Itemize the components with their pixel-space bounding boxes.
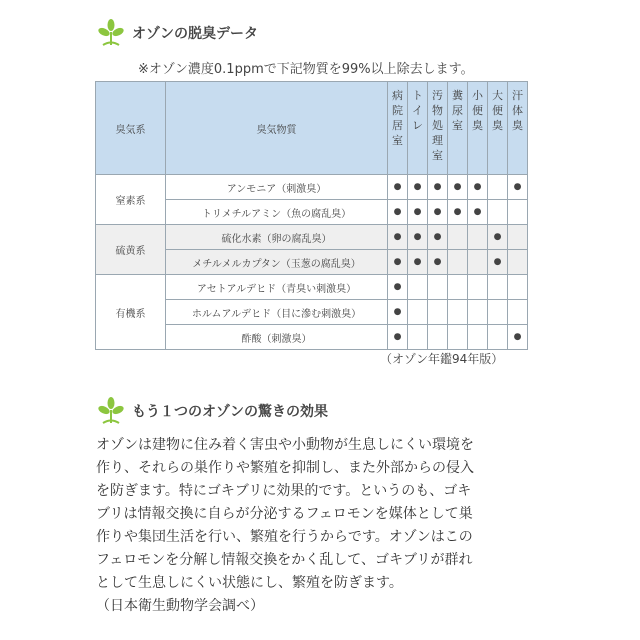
- effect-mark-cell: ●: [388, 175, 408, 200]
- effect-mark-cell: [488, 325, 508, 350]
- effect-mark-cell: [488, 200, 508, 225]
- odor-substance-cell: 硫化水素（卵の腐乱臭）: [166, 225, 388, 250]
- body-line: ブリは情報交換に自らが分泌するフェロモンを媒体として巣: [96, 506, 473, 522]
- effect-mark-cell: [488, 300, 508, 325]
- effect-mark-cell: ●: [468, 175, 488, 200]
- table-row: [96, 225, 528, 250]
- effect-mark-cell: ●: [408, 175, 428, 200]
- effect-mark-cell: [508, 225, 528, 250]
- effect-mark-cell: ●: [408, 250, 428, 275]
- header-odor-group: 臭気系: [96, 82, 166, 175]
- effect-mark-cell: ●: [448, 175, 468, 200]
- effect-mark-cell: ●: [388, 250, 408, 275]
- body-line: 作りや集団生活を行い、繁殖を行うからです。オゾンはこの: [96, 529, 473, 545]
- effect-mark-cell: ●: [428, 175, 448, 200]
- body-line: 作り、それらの巣作りや繁殖を抑制し、また外部からの侵入: [96, 460, 474, 476]
- effect-mark-cell: [428, 300, 448, 325]
- sprout-icon: [96, 18, 126, 48]
- header-place: [408, 82, 428, 175]
- effect-mark-cell: [468, 300, 488, 325]
- effect-mark-cell: [508, 200, 528, 225]
- effect-mark-cell: ●: [428, 225, 448, 250]
- source-citation: （オゾン年鑑94年版）: [380, 352, 504, 366]
- effect-mark-cell: ●: [488, 225, 508, 250]
- effect-mark-cell: [448, 250, 468, 275]
- effect-mark-cell: ●: [408, 225, 428, 250]
- effect-mark-cell: ●: [468, 200, 488, 225]
- effect-mark-cell: ●: [488, 250, 508, 275]
- odor-substance-cell: トリメチルアミン（魚の腐乱臭）: [166, 200, 388, 225]
- effect-mark-cell: ●: [508, 175, 528, 200]
- effect-mark-cell: [468, 275, 488, 300]
- header-place-label: 汗体臭: [512, 89, 523, 132]
- effect-mark-cell: ●: [388, 200, 408, 225]
- effect-mark-cell: [508, 275, 528, 300]
- effect-mark-cell: ●: [388, 300, 408, 325]
- header-place: [388, 82, 408, 175]
- odor-group-cell: 有機系: [96, 275, 166, 350]
- effect-mark-cell: [408, 325, 428, 350]
- odor-group-cell: 硫黄系: [96, 225, 166, 275]
- effect-mark-cell: ●: [448, 200, 468, 225]
- odor-substance-cell: ホルムアルデヒド（目に滲む刺激臭）: [166, 300, 388, 325]
- effect-mark-cell: ●: [388, 325, 408, 350]
- effect-mark-cell: [408, 275, 428, 300]
- header-place: [428, 82, 448, 175]
- effect-mark-cell: [448, 225, 468, 250]
- header-place-label: 汚物処理室: [432, 89, 443, 162]
- header-place: [448, 82, 468, 175]
- effect-mark-cell: ●: [428, 200, 448, 225]
- header-place-label: トイレ: [412, 89, 423, 132]
- sprout-icon: [96, 396, 126, 426]
- effect-mark-cell: [488, 175, 508, 200]
- effect-mark-cell: ●: [408, 200, 428, 225]
- effect-mark-cell: [488, 275, 508, 300]
- header-place: [488, 82, 508, 175]
- header-place: [508, 82, 528, 175]
- effect-mark-cell: [408, 300, 428, 325]
- section-title-text: オゾンの脱臭データ: [132, 26, 258, 42]
- odor-substance-cell: アンモニア（刺激臭）: [166, 175, 388, 200]
- effect-mark-cell: [448, 275, 468, 300]
- odor-group-cell: 窒素系: [96, 175, 166, 225]
- ozone-note: ※オゾン濃度0.1ppmで下記物質を99%以上除去します。: [138, 62, 474, 77]
- table-row: [96, 175, 528, 200]
- body-line: （日本衛生動物学会調べ）: [96, 598, 264, 614]
- odor-substance-cell: メチルメルカプタン（玉葱の腐乱臭）: [166, 250, 388, 275]
- body-paragraph: [96, 434, 536, 618]
- section-title-text: もう１つのオゾンの驚きの効果: [132, 404, 328, 420]
- header-place: [468, 82, 488, 175]
- effect-mark-cell: ●: [388, 275, 408, 300]
- section-title-other-effect: [96, 396, 328, 426]
- effect-mark-cell: [448, 300, 468, 325]
- header-place-label: 大便臭: [492, 89, 503, 132]
- table-row: [96, 275, 528, 300]
- section-title-deodorize: [96, 18, 258, 48]
- body-line: オゾンは建物に住み着く害虫や小動物が生息しにくい環境を: [96, 437, 474, 453]
- effect-mark-cell: [508, 250, 528, 275]
- header-place-label: 病院居室: [392, 89, 403, 147]
- effect-mark-cell: [468, 250, 488, 275]
- effect-mark-cell: ●: [508, 325, 528, 350]
- header-place-label: 小便臭: [472, 89, 483, 132]
- body-line: フェロモンを分解し情報交換をかく乱して、ゴキブリが群れ: [96, 552, 473, 568]
- effect-mark-cell: [428, 325, 448, 350]
- body-line: を防ぎます。特にゴキブリに効果的です。というのも、ゴキ: [96, 483, 472, 499]
- effect-mark-cell: ●: [388, 225, 408, 250]
- header-odor-substance: 臭気物質: [166, 82, 388, 175]
- header-place-label: 糞尿室: [452, 89, 463, 132]
- effect-mark-cell: [428, 275, 448, 300]
- effect-mark-cell: [448, 325, 468, 350]
- effect-mark-cell: [468, 225, 488, 250]
- effect-mark-cell: [468, 325, 488, 350]
- effect-mark-cell: ●: [428, 250, 448, 275]
- deodorization-table: [95, 81, 528, 350]
- effect-mark-cell: [508, 300, 528, 325]
- body-line: として生息しにくい状態にし、繁殖を防ぎます。: [96, 575, 403, 591]
- odor-substance-cell: アセトアルデヒド（青臭い刺激臭）: [166, 275, 388, 300]
- odor-substance-cell: 酢酸（刺激臭）: [166, 325, 388, 350]
